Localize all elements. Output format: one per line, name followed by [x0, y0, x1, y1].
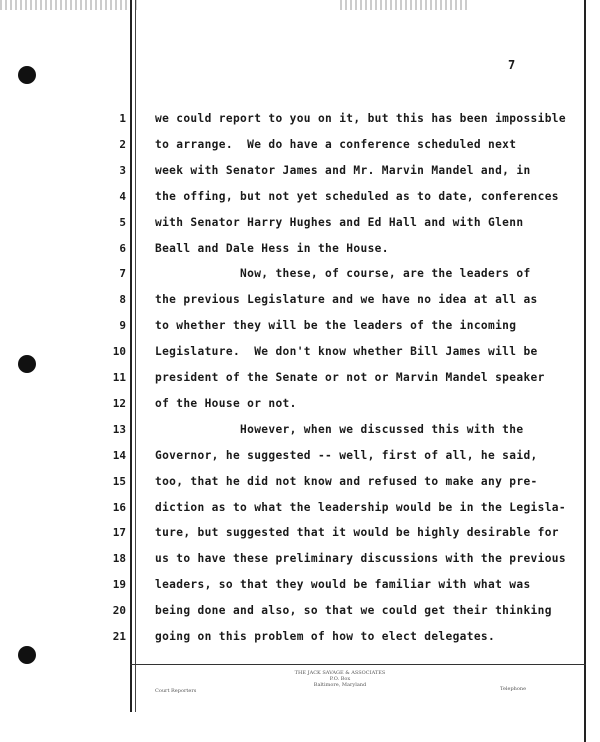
line-number: 7 — [119, 267, 126, 280]
footer-city: Baltimore, Maryland — [313, 682, 367, 688]
line-number: 2 — [119, 138, 126, 151]
line-number: 17 — [112, 526, 126, 539]
line-number: 12 — [112, 397, 126, 410]
line-number: 3 — [119, 164, 126, 177]
transcript-line: diction as to what the leadership would be in the Legisla- — [155, 501, 566, 514]
line-number: 1 — [119, 112, 126, 125]
reporter-footer — [240, 670, 440, 688]
transcript-line: Now, these, of course, are the leaders of — [155, 267, 531, 280]
left-margin-rule — [130, 0, 132, 712]
transcript-line: us to have these preliminary discussions with the previous — [155, 552, 566, 565]
binder-hole — [18, 66, 36, 84]
transcript-line: of the House or not. — [155, 397, 297, 410]
line-number: 18 — [112, 552, 126, 565]
line-number: 14 — [112, 449, 126, 462]
footer-right-label: Telephone — [500, 686, 527, 692]
footer-firm: THE JACK SAVAGE & ASSOCIATES — [294, 670, 386, 676]
transcript-line: going on this problem of how to elect delegates. — [155, 630, 496, 643]
line-number: 16 — [112, 501, 126, 514]
line-number: 21 — [112, 630, 126, 643]
binder-hole — [18, 355, 36, 373]
line-number: 6 — [119, 242, 126, 255]
line-number: 5 — [119, 216, 126, 229]
transcript-line: president of the Senate or not or Marvin Mandel speaker — [155, 371, 545, 384]
transcript-line: However, when we discussed this with the — [155, 423, 524, 436]
scan-artifact — [0, 0, 140, 10]
transcript-line: Governor, he suggested -- well, first of all, he said, — [155, 449, 538, 462]
transcript-line: ture, but suggested that it would be highly desirable for — [155, 526, 559, 539]
line-number: 20 — [112, 604, 126, 617]
line-number: 8 — [119, 293, 126, 306]
line-number: 15 — [112, 475, 126, 488]
scan-artifact — [340, 0, 470, 10]
transcript-line: Beall and Dale Hess in the House. — [155, 242, 389, 255]
left-margin-rule-inner — [135, 0, 136, 712]
transcript-line: to arrange. We do have a conference scheduled next — [155, 138, 517, 151]
footer-address: P.O. Box — [329, 676, 351, 682]
line-number: 9 — [119, 319, 126, 332]
line-number: 13 — [112, 423, 126, 436]
line-number: 19 — [112, 578, 126, 591]
binder-hole — [18, 646, 36, 664]
transcript-line: being done and also, so that we could get their thinking — [155, 604, 552, 617]
transcript-line: week with Senator James and Mr. Marvin Mandel and, in — [155, 164, 531, 177]
transcript-line: we could report to you on it, but this has been impossible — [155, 112, 566, 125]
line-number: 4 — [119, 190, 126, 203]
page-number: 7 — [508, 58, 516, 72]
transcript-line: the previous Legislature and we have no idea at all as — [155, 293, 538, 306]
transcript-line: leaders, so that they would be familiar with what was — [155, 578, 531, 591]
footer-rule — [130, 664, 586, 665]
transcript-line: with Senator Harry Hughes and Ed Hall and with Glenn — [155, 216, 524, 229]
transcript-line: too, that he did not know and refused to make any pre- — [155, 475, 538, 488]
transcript-line: Legislature. We don't know whether Bill James will be — [155, 345, 538, 358]
transcript-line: to whether they will be the leaders of the incoming — [155, 319, 517, 332]
footer-left-label: Court Reporters — [155, 688, 197, 694]
line-number: 10 — [112, 345, 126, 358]
line-number: 11 — [112, 371, 126, 384]
transcript-line: the offing, but not yet scheduled as to date, conferences — [155, 190, 559, 203]
right-margin-rule — [584, 0, 586, 742]
